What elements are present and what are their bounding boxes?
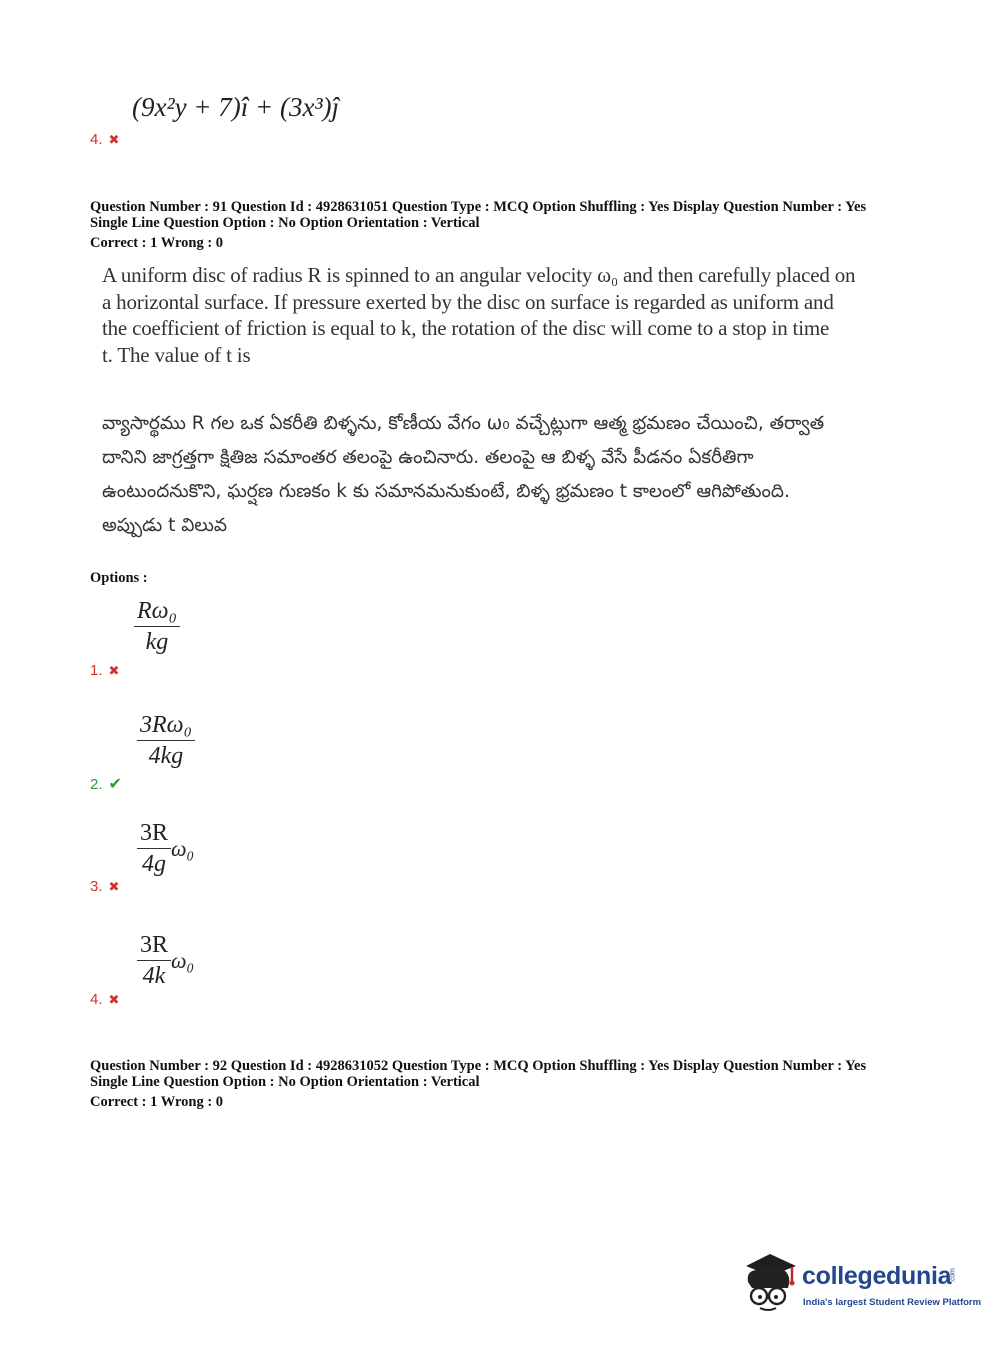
wrong-icon: ✖ (108, 132, 120, 147)
option-2-fraction (137, 712, 195, 770)
q91-english-line: the coefficient of friction is equal to k, the rotation of the disc will come to a stop in time (102, 316, 830, 340)
wrong-icon: ✖ (108, 879, 120, 894)
option-1-numerator: Rω₀ (137, 598, 177, 624)
option-4-suffix: ω₀ (171, 947, 195, 973)
q91-english-text (102, 262, 892, 368)
q91-telugu-line: వ్యాసార్థము R గల ఒక ఏకరీతి బిళ్ళను, కోణీయ వేగం ω₀ వచ్చేట్లుగా ఆత్మ భ్రమణం చేయించి, తర్వాత (102, 413, 825, 434)
fraction-bar (134, 626, 180, 627)
q91-meta-line1: Question Number : 91 Question Id : 4928631051 Question Type : MCQ Option Shuffling : Yes Display Question Number : Yes (90, 199, 867, 215)
option-3-label[interactable] (90, 878, 119, 895)
q91-english-line: t. The value of t is (102, 342, 251, 367)
option-1-denominator: kg (145, 629, 169, 656)
q92-meta-line3: Correct : 1 Wrong : 0 (90, 1094, 224, 1110)
prev-option-4-label (90, 131, 119, 148)
fraction-bar (137, 960, 171, 961)
q92-meta-line1: Question Number : 92 Question Id : 4928631052 Question Type : MCQ Option Shuffling : Yes Display Question Number : Yes (90, 1058, 867, 1074)
logo-brand-text (802, 1262, 959, 1291)
option-3-suffix: ω₀ (171, 835, 195, 861)
option-3-fraction (137, 820, 171, 878)
q92-meta-line2: Single Line Question Option : No Option Orientation : Vertical (90, 1074, 480, 1090)
q91-meta-line2: Single Line Question Option : No Option Orientation : Vertical (90, 215, 480, 231)
option-3-number: 3. (90, 878, 103, 895)
option-1-fraction (134, 598, 180, 656)
option-3-numerator: 3R (140, 820, 169, 846)
mascot-icon (742, 1252, 800, 1314)
q91-meta-line3: Correct : 1 Wrong : 0 (90, 235, 224, 251)
option-2-label[interactable] (90, 774, 122, 794)
option-1-label[interactable] (90, 662, 119, 679)
collegedunia-logo[interactable] (742, 1248, 982, 1318)
option-4-fraction (137, 932, 171, 990)
logo-brand: collegedunia (802, 1262, 952, 1290)
option-2-formula (137, 712, 195, 770)
option-4-numerator: 3R (140, 932, 169, 958)
prev-option-4-number: 4. (90, 131, 103, 148)
option-1-formula (134, 598, 180, 656)
option-4-formula (137, 932, 194, 990)
q91-telugu-line: అప్పుడు t విలువ (102, 515, 228, 536)
fraction-bar (137, 740, 195, 741)
option-2-denominator: 4kg (148, 743, 184, 770)
logo-tagline: India's largest Student Review Platform (803, 1297, 982, 1308)
q91-telugu-line: దానిని జాగ్రత్తగా క్షితిజ సమాంతర తలంపై ఉంచినారు. తలంపై ఆ బిళ్ళ వేసే పీడనం ఏకరీతిగా (102, 447, 754, 468)
fraction-bar (137, 848, 171, 849)
option-4-denominator: 4k (142, 963, 166, 990)
option-1-number: 1. (90, 662, 103, 679)
q91-meta (90, 199, 866, 251)
q92-meta (90, 1058, 866, 1110)
option-4-number: 4. (90, 991, 103, 1008)
q91-telugu-text (102, 407, 892, 543)
prev-option-4-formula: (9x²y + 7)î + (3x³)ĵ (132, 92, 340, 122)
option-2-number: 2. (90, 776, 103, 793)
option-3-formula (137, 820, 194, 878)
wrong-icon: ✖ (108, 663, 120, 678)
option-2-numerator: 3Rω₀ (140, 712, 192, 738)
options-label: Options : (90, 570, 148, 586)
option-3-denominator: 4g (142, 851, 166, 878)
option-4-label[interactable] (90, 991, 119, 1008)
q91-telugu-line: ఉంటుందనుకొని, ఘర్షణ గుణకం k కు సమానమనుకుంటే, బిళ్ళ భ్రమణం t కాలంలో ఆగిపోతుంది. (102, 481, 790, 502)
check-icon: ✔ (108, 776, 122, 793)
q91-english-line: a horizontal surface. If pressure exerted by the disc on surface is regarded as uniform and (102, 289, 834, 314)
q91-english-line: A uniform disc of radius R is spinned to an angular velocity ω₀ and then carefully placed on (102, 263, 856, 287)
logo-tld: .com (949, 1268, 957, 1283)
wrong-icon: ✖ (108, 992, 120, 1007)
